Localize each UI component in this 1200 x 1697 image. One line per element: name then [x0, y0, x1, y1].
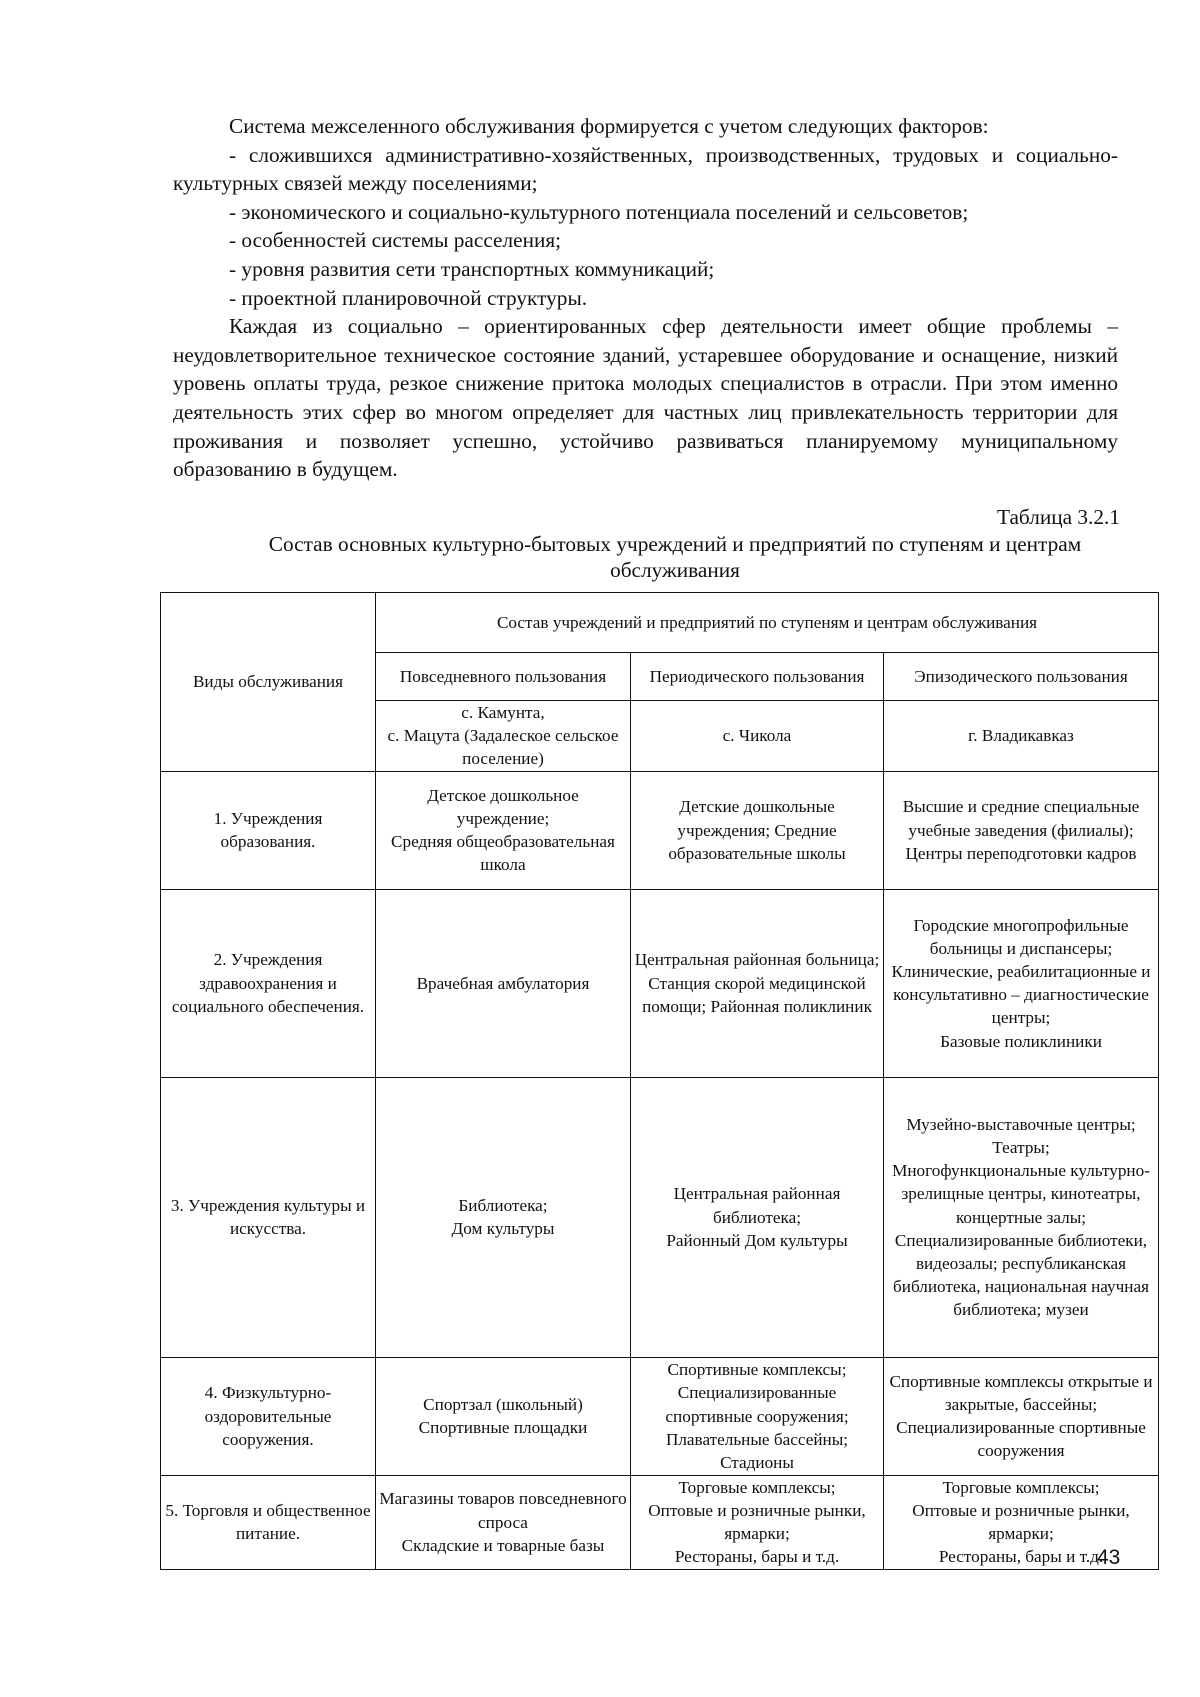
table-row: [161, 771, 1159, 889]
row-daily: Спортзал (школьный) Спортивные площадки: [376, 1357, 631, 1475]
row-periodic: Центральная районная больница; Станция скорой медицинской помощи; Районная поликлиник: [631, 889, 884, 1077]
row-type: 5. Торговля и общественное питание.: [161, 1475, 376, 1569]
row-periodic: Центральная районная библиотека; Районный Дом культуры: [631, 1077, 884, 1357]
row-episodic: Высшие и средние специальные учебные заведения (филиалы); Центры переподготовки кадров: [884, 771, 1159, 889]
row-daily: Библиотека; Дом культуры: [376, 1077, 631, 1357]
row-episodic: Торговые комплексы; Оптовые и розничные рынки, ярмарки; Рестораны, бары и т.д.: [884, 1475, 1159, 1569]
page-number: 43: [1097, 1546, 1121, 1569]
row-daily: Детское дошкольное учреждение; Средняя общеобразовательная школа: [376, 771, 631, 889]
row-episodic: Спортивные комплексы открытые и закрытые, бассейны; Специализированные спортивные сооружения: [884, 1357, 1159, 1475]
place-periodic: с. Чикола: [631, 701, 884, 772]
table-title: Состав основных культурно-бытовых учреждений и предприятий по ступеням и центрам обслуживания: [268, 532, 1082, 582]
table-row: [161, 1077, 1159, 1357]
intro-paragraph-1: Система межселенного обслуживания формируется с учетом следующих факторов:: [229, 114, 989, 138]
row-episodic: Музейно-выставочные центры; Театры; Многофункциональные культурно- зрелищные центры, кинотеатры, концертные залы; Специализированные библиотеки, видеозалы; республиканская библиотека, национальная научная библиотека; музеи: [884, 1077, 1159, 1357]
row-periodic: Детские дошкольные учреждения; Средние образовательные школы: [631, 771, 884, 889]
table-number: Таблица 3.2.1: [996, 505, 1120, 529]
intro-text: [173, 112, 1118, 484]
factor-item-3: - особенностей системы расселения;: [229, 228, 562, 253]
place-daily: с. Камунта, с. Мацута (Задалеское сельское поселение): [376, 701, 631, 772]
factor-item-2: - экономического и социально-культурного потенциала поселений и сельсоветов;: [229, 199, 969, 224]
row-type: 4. Физкультурно-оздоровительные сооружения.: [161, 1357, 376, 1475]
header-periodic: Периодического пользования: [631, 653, 884, 701]
row-periodic: Торговые комплексы; Оптовые и розничные рынки, ярмарки; Рестораны, бары и т.д.: [631, 1475, 884, 1569]
row-type: 2. Учреждения здравоохранения и социального обеспечения.: [161, 889, 376, 1077]
row-type: 1. Учреждения образования.: [161, 771, 376, 889]
factor-item-5: - проектной планировочной структуры.: [229, 285, 588, 310]
place-episodic: г. Владикавказ: [884, 701, 1159, 772]
row-daily: Магазины товаров повседневного спроса Складские и товарные базы: [376, 1475, 631, 1569]
header-service-types: Виды обслуживания: [161, 593, 376, 772]
table-header-row: [161, 593, 1159, 653]
factor-item-1: - сложившихся административно-хозяйственных, производственных, трудовых и социально-культурных связей между поселениями;: [173, 142, 1118, 196]
intro-paragraph-2: Каждая из социально – ориентированных сфер деятельности имеет общие проблемы – неудовлетворительное техническое состояние зданий, устаревшее оборудование и оснащение, низкий уровень оплаты труда, резкое снижение притока молодых специалистов в отрасли. При этом именно деятельность этих сфер во многом определяет для частных лиц привлекательность территории для проживания и позволяет успешно, устойчиво развиваться планируемому муниципальному образованию в будущем.: [173, 314, 1118, 482]
row-periodic: Спортивные комплексы; Специализированные спортивные сооружения; Плавательные бассейны; Стадионы: [631, 1357, 884, 1475]
header-daily: Повседневного пользования: [376, 653, 631, 701]
services-table: [160, 592, 1159, 1570]
header-episodic: Эпизодического пользования: [884, 653, 1159, 701]
factor-item-4: - уровня развития сети транспортных коммуникаций;: [229, 256, 715, 281]
row-daily: Врачебная амбулатория: [376, 889, 631, 1077]
table-row: [161, 1475, 1159, 1569]
table-row: [161, 889, 1159, 1077]
table-row: [161, 1357, 1159, 1475]
header-group: Состав учреждений и предприятий по ступеням и центрам обслуживания: [376, 593, 1159, 653]
row-episodic: Городские многопрофильные больницы и диспансеры; Клинические, реабилитационные и консультативно – диагностические центры; Базовые поликлиники: [884, 889, 1159, 1077]
row-type: 3. Учреждения культуры и искусства.: [161, 1077, 376, 1357]
